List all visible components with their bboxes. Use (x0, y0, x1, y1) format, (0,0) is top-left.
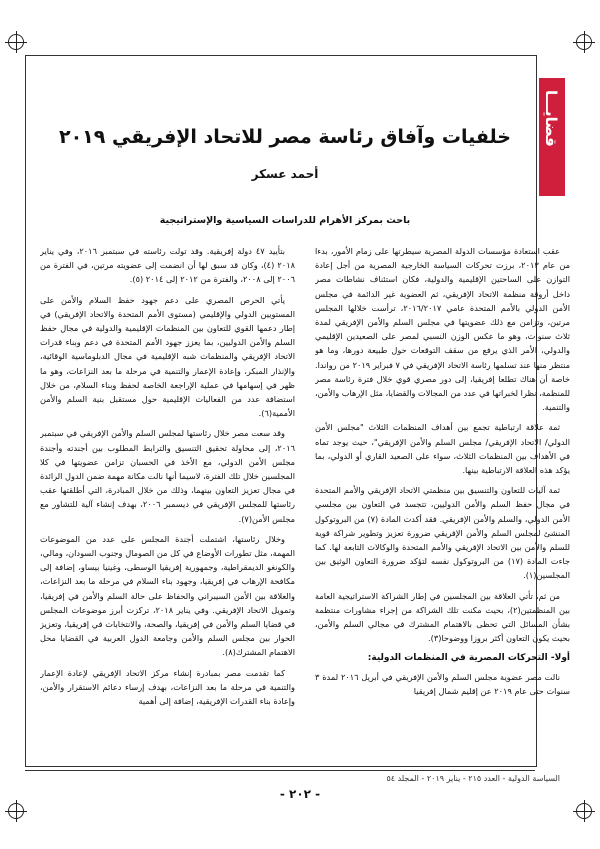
footer-journal-info: السياسة الدولية - العدد ٢١٥ - يناير ٢٠١٩ - المجلد ٥٤ (386, 774, 560, 783)
article-body (40, 244, 570, 739)
column-left (40, 244, 295, 739)
article-author: أحمد عسكر (251, 167, 319, 181)
paragraph: عقب استعادة مؤسسات الدولة المصرية سيطرتها على زمام الأمور، بدءا من عام ٢٠١٣، برزت تحركات السياسة الخارجية المصرية من أجل إعادة التوازن على الساحتين الإقليمية والدولية، فكان استئناف نشاطات مصر داخل أروقة منظمة الاتحاد الإفريقي، ثم العضوية غير الدائمة في مجلس الأمن الدولي بالأمم المتحدة عامي ٢٠١٦/٢٠١٧، ترأست خلالها المجلس مرتين، وتزامن مع ذلك عضويتها في مجلس السلم والأمن الإفريقي لمدة ثلاث سنوات، وهو ما عكس الوزن النسبي لمصر على الصعيدين الإقليمي والدولي، الأمر الذي يرفع من سقف التوقعات حول طبيعة دورها، وما هو منتظر منها عند تسلمها رئاسة الاتحاد الإفريقي في ٧ فبراير ٢٠١٩ من رواندا. خاصة أن هناك تطلعا إفريقيا، إلى دور مصري قوي خلال فترة رئاسة مصر للمنظمة، نظرا لخبراتها في عدد من المجالات والقضايا، مثل الإرهاب والأمن، والتنمية. (315, 246, 570, 413)
paragraph: من ثم، تأتي العلاقة بين المجلسين في إطار الشراكة الاستراتيجية العامة بين المنظمتين(٢)، بحيث مكنت تلك الشراكة من إجراء مشاورات منتظمة بشأن المسائل التي تحظى بالاهتمام المشترك في مجالي السلم والأمن، بحيث يكون التعاون أكثر بروزا ووضوحا(٣). (315, 590, 570, 644)
registration-mark-top-left-icon (8, 34, 24, 50)
section-subheading: أولا- التحركات المصرية في المنظمات الدولية: (367, 653, 570, 664)
footer-divider (25, 770, 535, 771)
paragraph: كما تقدمت مصر بمبادرة إنشاء مركز الاتحاد الإفريقي لإعادة الإعمار والتنمية في مرحلة ما بعد النزاعات، بهدف إرساء دعائم الاستقرار والأمن، وإعادة بناء القدرات الإفريقية، إضافة إلى أهمية (40, 667, 295, 707)
paragraph: نالت مصر عضوية مجلس السلم والأمن الإفريقي في أبريل ٢٠١٦ لمدة ٣ سنوات حتى عام ٢٠١٩ عن إقليم شمال إفريقيا (315, 671, 570, 696)
section-tab-label: قضايـــا (542, 90, 560, 147)
paragraph: وخلال رئاستها، اشتملت أجندة المجلس على عدد من الموضوعات المهمة، مثل تطورات الأوضاع في كل من الصومال وجنوب السودان، ومالي، والكونغو الديمقراطية، وجمهورية إفريقيا الوسطى، وغينيا بيساو، إضافة إلى مكافحة الإرهاب في إفريقيا، وجهود بناء السلام في مرحلة ما بعد النزاعات، والعلاقة بين الأمن السيبراني والحفاظ على حالة السلم والأمن في إفريقيا، وتمويل الاتحاد الإفريقي. وفي يناير ٢٠١٨، تركزت أبرز موضوعات المجلس في قضايا السلم والأمن في إفريقيا، والصحة، والانتخابات في إفريقيا، وتعزيز الحوار بين مجلس السلم والأمن وجامعة الدول العربية في القضايا محل الاهتمام المشترك(٨). (40, 533, 295, 658)
paragraph: ثمة آليات للتعاون والتنسيق بين منظمتي الاتحاد الإفريقي والأمم المتحدة في مجال حفظ السلم والأمن الدوليين، تتجسد في التعاون بين مجلسي الأمن الدولي، والسلم والأمن الإفريقي. فقد أكدت المادة (٧) من البروتوكول المنشئ لمجلس السلم والأمن الإفريقي ضرورة تعزيز وتطوير شراكة قوية للسلم والأمن بين الاتحاد الإفريقي والأمم المتحدة والوكالات التابعة لها. كما جاءت المادة (١٧) من البروتوكول نفسه لتؤكد ضرورة التعاون الوثيق بين المجلسين(١). (315, 485, 570, 581)
page-number: - ٢٠٢ - (279, 787, 321, 801)
registration-mark-bottom-right-icon (576, 803, 592, 819)
column-right (315, 244, 570, 739)
paragraph: بتأييد ٤٧ دولة إفريقية. وقد تولت رئاسته في سبتمبر ٢٠١٦، وفي يناير ٢٠١٨ (٤)، وكان قد سبق لها أن انضمت إلى عضويته مرتين، في الفترة من ٢٠٠٦ إلى ٢٠٠٨، والفترة من ٢٠١٢ إلى ٢٠١٤ (٥). (40, 246, 295, 285)
registration-mark-bottom-left-icon (8, 803, 24, 819)
registration-mark-top-right-icon (576, 34, 592, 50)
article-title: خلفيات وآفاق رئاسة مصر للاتحاد الإفريقي ٢٠١٩ (58, 126, 511, 148)
article-header (40, 90, 530, 230)
paragraph: ثمة علاقة ارتباطية تجمع بين أهداف المنظمات الثلاث "مجلس الأمن الدولي/ الاتحاد الإفريقي/ مجلس السلم والأمن الإفريقي"، حيث يوجد تماه في الأهداف بين المنظمات الثلاث، سواء على الصعيد القاري أو الدولي، بما يؤكد هذه العلاقة الارتباطية بينها. (315, 422, 570, 476)
author-affiliation: باحث بمركز الأهرام للدراسات السياسية والإستراتيجية (159, 215, 411, 226)
paragraph: يأتي الحرص المصري على دعم جهود حفظ السلام والأمن على المستويين الدولي والإقليمي (مستوى الأمم المتحدة والاتحاد الإفريقي) في إطار دعمها القوي للتعاون بين المنظمات الإقليمية والدولية في مجال حفظ السلم والأمن الدوليين، بما يعزز جهود الأمم المتحدة في دعم وبناء قدرات الاتحاد الإفريقي والمنظمات شبه الإقليمية في مجال الدبلوماسية الوقائية، والإنذار المبكر، وإعادة الإعمار والتنمية في مرحلة ما بعد النزاعات، وهو ما ظهر في إسهامها في عملية الإراجعة الخاصة لحفظ وبناء السلام، من خلال استضافة عدد من الفعاليات الإقليمية حول مستقبل بنية السلم والأمن الأممية(٦). (40, 294, 295, 419)
paragraph: وقد سعت مصر خلال رئاستها لمجلس السلم والأمن الإفريقي في سبتمبر ٢٠١٦، إلى محاولة تحقيق التنسيق والترابط المطلوب بين أجندته وأجندة مجلس الأمن الدولي، مع الأخذ في الحسبان تزامن عضويتها في كلا المجلسين خلال تلك الفترة، لاسيما أنها نالت مكانة مهمة ضمن الدول الرائدة في مجال تعزيز التعاون بينهما، وذلك من خلال المبادرة، التي أطلقتها عقب رئاستها للمجلس الإفريقي في ديسمبر ٢٠٠٦، بهدف إنشاء آلية للتشاور مع مجلس الأمن(٧). (40, 428, 295, 524)
